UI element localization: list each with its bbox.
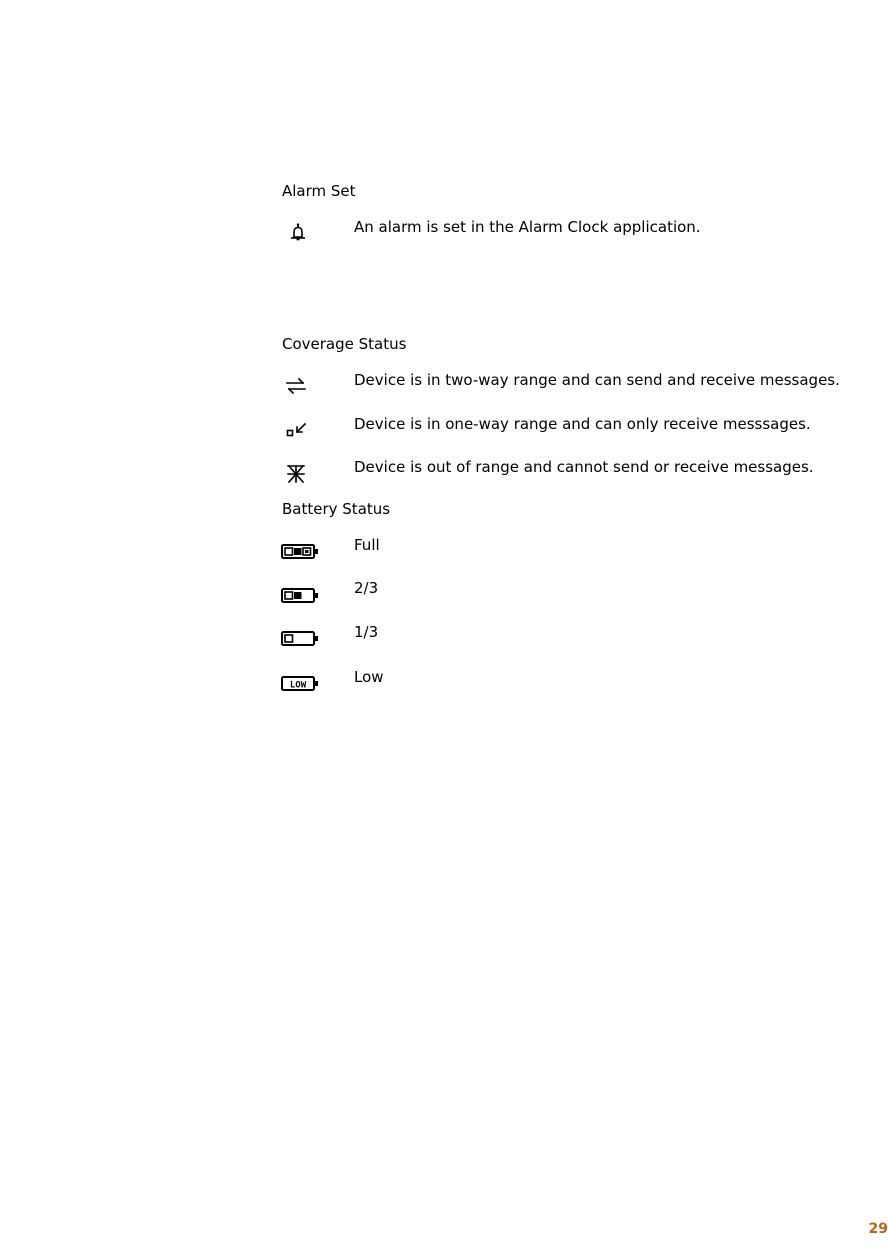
- battery-status-heading: Battery Status: [282, 500, 391, 518]
- one-way-arrow-icon: [286, 422, 308, 440]
- battery-full-description: Full: [354, 536, 380, 554]
- battery-full-icon: [281, 544, 319, 560]
- battery-low-label: LOW: [289, 680, 307, 691]
- coverage-status-heading: Coverage Status: [282, 335, 407, 353]
- battery-low-icon: [281, 676, 319, 692]
- battery-two-thirds-icon: [281, 588, 319, 604]
- battery-one-third-description: 1/3: [354, 623, 379, 641]
- alarm-set-description: An alarm is set in the Alarm Clock application.: [354, 218, 701, 236]
- battery-one-third-icon: [281, 631, 319, 647]
- bell-icon: [288, 222, 308, 244]
- two-way-range-description: Device is in two-way range and can send and receive messages.: [354, 371, 840, 389]
- out-of-range-description: Device is out of range and cannot send or receive messages.: [354, 458, 814, 476]
- two-way-arrows-icon: [285, 377, 307, 395]
- page-number: 29: [868, 1221, 888, 1237]
- alarm-set-heading: Alarm Set: [282, 182, 356, 200]
- one-way-range-description: Device is in one-way range and can only receive messsages.: [354, 415, 811, 433]
- battery-low-description: Low: [354, 668, 384, 686]
- no-coverage-icon: [285, 463, 307, 485]
- battery-two-thirds-description: 2/3: [354, 579, 379, 597]
